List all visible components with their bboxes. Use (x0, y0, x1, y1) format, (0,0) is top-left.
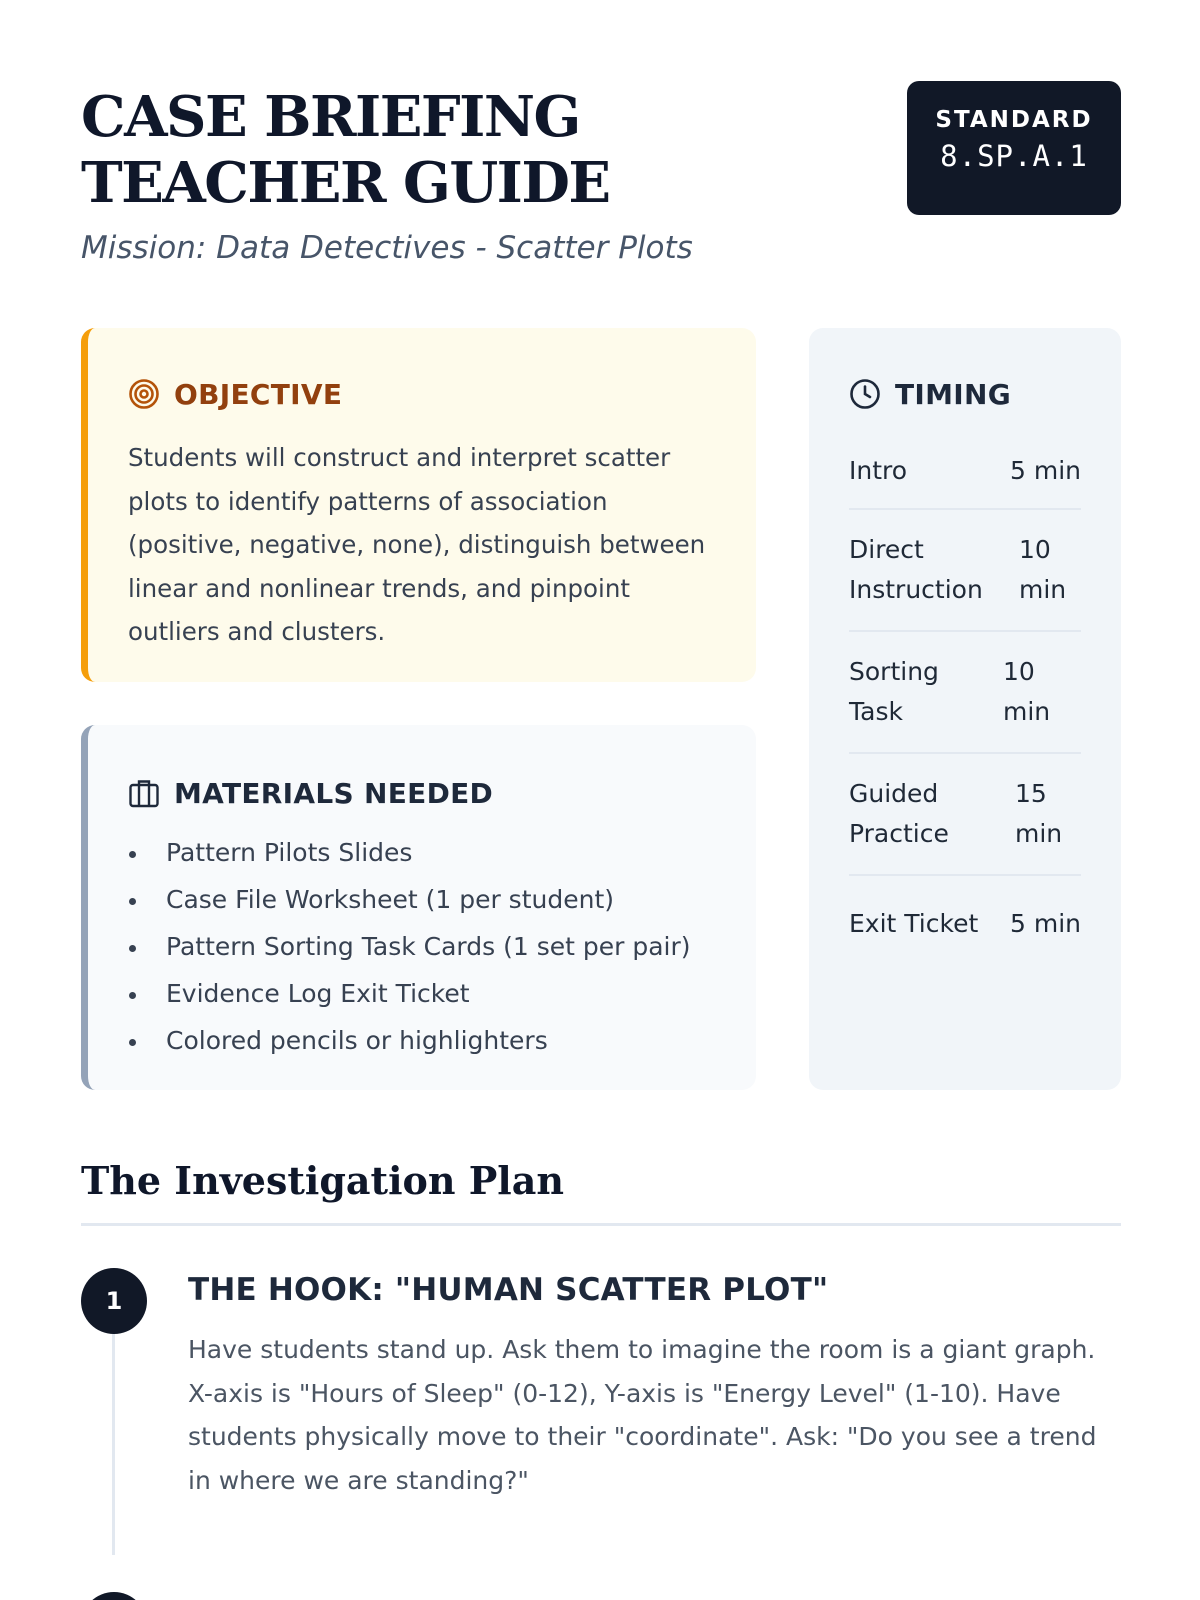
timing-duration: 10 min (1019, 535, 1067, 604)
step-connector (112, 1330, 115, 1555)
page-subtitle: Mission: Data Detectives - Scatter Plots (81, 230, 693, 266)
timing-activity: Sorting Task (849, 657, 939, 726)
timing-card (809, 328, 1121, 1090)
timing-duration: 5 min (1010, 909, 1081, 938)
header (81, 84, 1121, 284)
timing-activity: Direct Instruction (849, 535, 983, 604)
materials-list (128, 829, 716, 1064)
page-title: CASE BRIEFING TEACHER GUIDE (81, 84, 610, 216)
list-item: Colored pencils or highlighters (128, 1017, 716, 1064)
timing-duration: 15 min (1015, 779, 1063, 848)
standard-code: 8.SP.A.1 (940, 139, 1088, 173)
standard-badge (907, 81, 1121, 215)
timing-row (849, 754, 1081, 876)
timing-duration: 5 min (1010, 456, 1081, 485)
objective-card (81, 328, 756, 682)
list-item: Pattern Pilots Slides (128, 829, 716, 876)
materials-heading: MATERIALS NEEDED (174, 776, 494, 810)
timing-row (849, 876, 1081, 972)
list-item: Evidence Log Exit Ticket (128, 970, 716, 1017)
objective-text: Students will construct and interpret scatter plots to identify patterns of association (positive, negative, none), distinguish between linear and nonlinear trends, and pinpoint outliers and clusters. (128, 443, 706, 646)
step-number: 1 (81, 1268, 147, 1334)
section-divider (81, 1223, 1121, 1226)
timing-row (849, 434, 1081, 510)
timing-list (849, 434, 1081, 972)
standard-label: STANDARD (935, 107, 1093, 133)
section-title: The Investigation Plan (81, 1158, 564, 1203)
list-item: Case File Worksheet (1 per student) (128, 876, 716, 923)
briefcase-icon (128, 777, 160, 809)
timing-row (849, 510, 1081, 632)
timing-activity: Exit Ticket (849, 909, 979, 938)
clock-icon (849, 378, 881, 410)
step-title: THE HOOK: "HUMAN SCATTER PLOT" (188, 1272, 829, 1308)
materials-card (81, 725, 756, 1090)
timing-row (849, 632, 1081, 754)
timing-duration: 10 min (1003, 657, 1051, 726)
step-text: Have students stand up. Ask them to imagine the room is a giant graph. X-axis is "Hours of Sleep" (0-12), Y-axis is "Energy Level" (1-10). Have students physically move to their "coordinate". Ask: "Do you see a trend in where we are standing?" (188, 1335, 1097, 1495)
target-icon (128, 378, 160, 410)
objective-heading: OBJECTIVE (174, 377, 343, 411)
step-number-next (81, 1592, 147, 1600)
timing-heading: TIMING (895, 377, 1012, 411)
list-item: Pattern Sorting Task Cards (1 set per pair) (128, 923, 716, 970)
timing-activity: Intro (849, 456, 908, 485)
timing-activity: Guided Practice (849, 779, 949, 848)
